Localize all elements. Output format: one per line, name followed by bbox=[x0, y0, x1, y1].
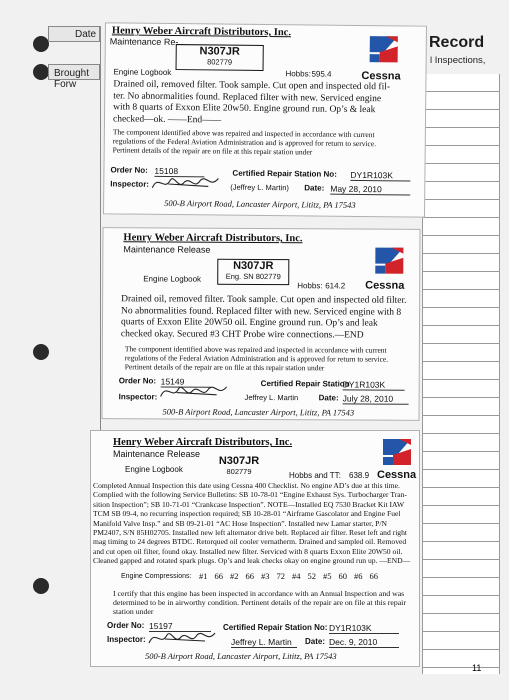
maintenance-sticker-1 bbox=[103, 22, 427, 217]
cert-line: The component identified above was repaired and inspected in accordance with current bbox=[112, 127, 375, 140]
work-line: PM2407, S/N 85H02705. Installed new left alternator drive belt. Replaced air filter. Reset left and right bbox=[93, 528, 408, 538]
work-line: sition Inspection”; SB 10-71-01 “Crankcase Inspection”. NOTE—Installed EQ 7530 Bracket Kit IAW bbox=[93, 499, 405, 509]
registration: N307JR bbox=[218, 455, 260, 467]
cert-line: determined to be in airworthy condition. Pertinent details of the repair are on file at this repair bbox=[113, 598, 406, 607]
maintenance-sticker-3 bbox=[90, 430, 420, 667]
order-label: Order No: bbox=[118, 376, 157, 386]
company-name: Henry Weber Aircraft Distributors, Inc. bbox=[111, 25, 292, 39]
work-line: TCM SB 09-4, no recurring inspection required; SB 10-28-01 “Airframe Gascolator and Engine Fuel bbox=[93, 509, 401, 519]
record-title: Record bbox=[429, 34, 485, 51]
cert-line: The component identified above was repaired and inspected in accordance with current bbox=[124, 344, 387, 355]
compression-value: 52 bbox=[307, 571, 316, 581]
binder-hole bbox=[33, 344, 49, 360]
work-line: with 8 quarts of Exxon Elite 20w50. Engine ground run. Op’s & leak bbox=[113, 102, 376, 116]
maintenance-release: Maintenance Release bbox=[123, 244, 211, 255]
inspector-name: Jeffrey L. Martin bbox=[231, 637, 297, 648]
record-subtitle: l Inspections, bbox=[430, 55, 486, 66]
signature-icon bbox=[145, 625, 225, 651]
inspector-name: Jeffrey L. Martin bbox=[244, 392, 299, 403]
order-number: 15108 bbox=[154, 166, 204, 178]
work-line: and cut open oil filter, found okay. Installed new filter. Serviced with 8 quarts Exxon Elite 20W50 oil. bbox=[93, 546, 403, 556]
cert-line: I certify that this engine has been inspected in accordance with an Annual Inspection and was bbox=[113, 589, 405, 598]
hobbs-label: Hobbs: bbox=[297, 281, 323, 291]
maintenance-sticker-2 bbox=[101, 227, 420, 421]
binder-hole bbox=[33, 578, 49, 594]
work-line: Drained oil, removed filter. Took sample. Cut open and inspected old filter. bbox=[121, 294, 407, 306]
company-name: Henry Weber Aircraft Distributors, Inc. bbox=[113, 437, 293, 448]
cert-line: Pertinent details of the repair are on file at this repair station under bbox=[124, 362, 325, 373]
order-number: 15197 bbox=[149, 621, 211, 632]
compression-value: 66 bbox=[245, 571, 254, 581]
station-label: Certified Repair Station No: bbox=[223, 623, 328, 632]
compression-value: 60 bbox=[338, 571, 347, 581]
date-header: Date bbox=[48, 26, 100, 42]
station-address: 500-B Airport Road, Lancaster Airport, Lititz, PA 17543 bbox=[145, 651, 337, 661]
date-label: Date: bbox=[304, 183, 325, 193]
station-number: DY1R103K bbox=[343, 379, 405, 390]
serial-number: 802779 bbox=[226, 467, 252, 476]
compressions-label: Engine Compressions: bbox=[121, 573, 192, 580]
work-description bbox=[93, 481, 417, 566]
work-description bbox=[113, 79, 413, 128]
page-number: 11 bbox=[472, 663, 482, 673]
station-number: DY1R103K bbox=[329, 623, 399, 634]
hobbs-label: Hobbs: bbox=[285, 69, 311, 79]
hobbs-label: Hobbs and TT: bbox=[289, 471, 341, 480]
compression-value: 66 bbox=[369, 571, 378, 581]
cylinder-label: #6 bbox=[354, 571, 363, 581]
registration: N307JR bbox=[233, 259, 274, 273]
work-line: Cleaned gapped and rotated spark plugs. Op’s and leak checks okay on engine ground run up. —END— bbox=[93, 556, 411, 566]
work-line: checked—ok. ——End—— bbox=[112, 113, 222, 126]
inspector-label: Inspector: bbox=[107, 635, 146, 644]
binder-hole bbox=[33, 36, 49, 52]
logbook-label: Engine Logbook bbox=[143, 274, 202, 284]
cylinder-label: #2 bbox=[230, 571, 239, 581]
compressions-values bbox=[199, 571, 378, 581]
serial-number: Eng. SN 802779 bbox=[225, 271, 281, 282]
registration-box bbox=[217, 259, 289, 285]
brought-forward-header: Brought Forw bbox=[48, 64, 100, 80]
cylinder-label: #5 bbox=[323, 571, 332, 581]
registration-box bbox=[176, 44, 264, 71]
work-line: Completed Annual Inspection this date using Cessna 400 Checklist. No engine AD’s due at this time. bbox=[93, 481, 400, 490]
binder-hole bbox=[33, 64, 49, 80]
date-label: Date: bbox=[318, 393, 339, 403]
cylinder-label: #4 bbox=[292, 571, 301, 581]
entry-date: July 28, 2010 bbox=[343, 393, 409, 404]
work-line: Complied with the following Service Bulletins: SB 10-78-01 “Engine Exhaust Sys. Turbocharger Tran- bbox=[93, 490, 407, 500]
cert-line: station under bbox=[113, 607, 154, 616]
station-number: DY1R103K bbox=[350, 170, 410, 182]
maintenance-release: Maintenance Release bbox=[113, 449, 201, 459]
compression-value: 72 bbox=[276, 571, 285, 581]
cert-line: Pertinent details of the repair are on file at this repair station under bbox=[112, 145, 313, 157]
cert-line: regulations of the Federal Aviation Administration and is approved for return to service. bbox=[124, 353, 389, 364]
company-name: Henry Weber Aircraft Distributors, Inc. bbox=[123, 232, 303, 245]
work-line: Drained oil, removed filter. Took sample. Cut open and inspected old fil- bbox=[113, 79, 391, 93]
work-line: mag timing to 24 degrees BTDC. Retorqued oil cooler vernatherm. Drained and sampled oil. Removed bbox=[93, 537, 407, 547]
cessna-logo-text: Cessna bbox=[365, 279, 405, 292]
certification-text bbox=[125, 344, 415, 373]
cessna-logo-text: Cessna bbox=[361, 70, 401, 83]
certification-text bbox=[113, 127, 413, 157]
hobbs-value: 638.9 bbox=[349, 471, 370, 480]
registration: N307JR bbox=[199, 45, 240, 58]
cert-line: regulations of the Federal Aviation Administration and is approved for return to service. bbox=[112, 136, 377, 149]
signature-icon bbox=[157, 378, 237, 404]
work-description bbox=[121, 294, 411, 342]
compression-value: 66 bbox=[214, 571, 223, 581]
inspector-label: Inspector: bbox=[110, 179, 150, 189]
work-line: quarts of Exxon Elite 20W50 oil. Engine ground run. Op’s and leak bbox=[120, 317, 378, 329]
work-line: ter. No abnormalities found. Replaced filter with new. Serviced engine bbox=[113, 90, 382, 104]
station-label: Certified Repair Station No: bbox=[232, 168, 337, 179]
work-line: No abnormalities found. Replaced filter with new. Serviced engine with 8 bbox=[121, 305, 402, 318]
logbook-label: Engine Logbook bbox=[113, 67, 172, 78]
cylinder-label: #3 bbox=[261, 571, 270, 581]
work-line: Manifold Valve Insp.” and SB 09-21-01 “AC Hose Inspection”. Installed new Lamar starter, P/N bbox=[93, 518, 387, 528]
ruled-lines bbox=[422, 74, 500, 674]
station-address: 500-B Airport Road, Lancaster Airport, Lititz, PA 17543 bbox=[164, 197, 356, 210]
inspector-label: Inspector: bbox=[118, 392, 158, 402]
registration-box bbox=[209, 455, 269, 475]
order-label: Order No: bbox=[110, 165, 148, 175]
station-address: 500-B Airport Road, Lancaster Airport, Lititz, PA 17543 bbox=[162, 406, 355, 418]
date-label: Date: bbox=[305, 637, 326, 646]
hobbs-value: 614.2 bbox=[325, 281, 346, 291]
order-label: Order No: bbox=[107, 621, 145, 630]
hobbs-value: 595.4 bbox=[311, 69, 332, 79]
work-line: checked okay. Secured #3 CHT Probe wire connections.—END bbox=[120, 328, 364, 341]
certification-text bbox=[113, 589, 413, 616]
maintenance-release: Maintenance Re- bbox=[109, 36, 179, 48]
entry-date: May 28, 2010 bbox=[330, 184, 410, 196]
entry-date: Dec. 9, 2010 bbox=[329, 637, 399, 648]
order-number: 15149 bbox=[161, 376, 211, 387]
cessna-logo-text: Cessna bbox=[377, 469, 417, 481]
cylinder-label: #1 bbox=[199, 571, 208, 581]
serial-number: 802779 bbox=[207, 57, 233, 67]
logbook-label: Engine Logbook bbox=[125, 465, 183, 474]
inspector-name: (Jeffrey L. Martin) bbox=[230, 182, 289, 193]
signature-icon bbox=[148, 170, 228, 197]
station-label: Certified Repair Station bbox=[260, 378, 350, 389]
